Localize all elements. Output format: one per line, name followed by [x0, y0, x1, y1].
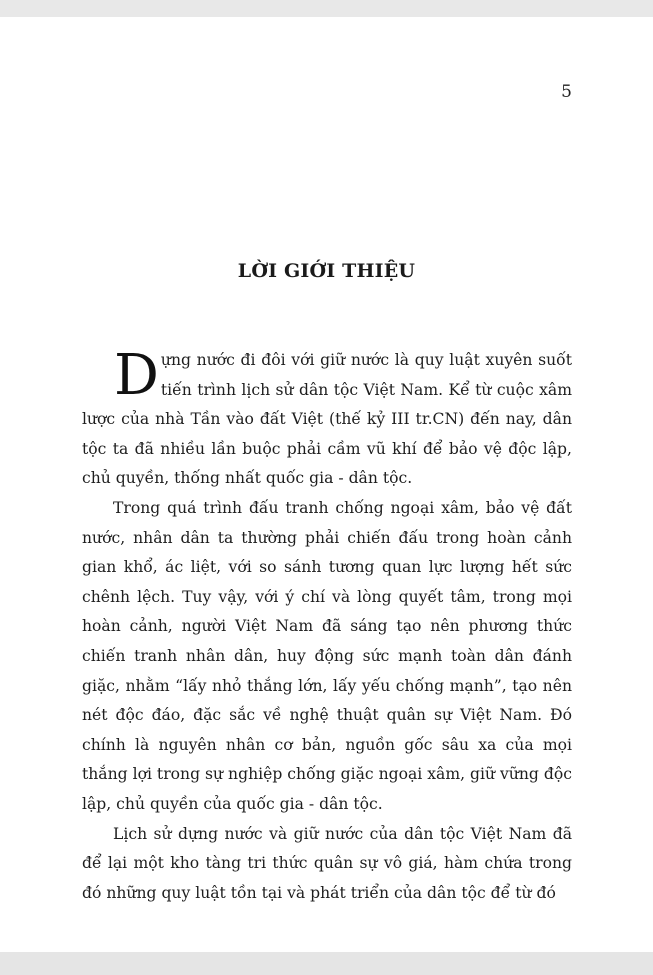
- paragraph-1: [82, 343, 572, 494]
- page-title: LỜI GIỚI THIỆU: [237, 260, 416, 282]
- viewer-bottom-strip: [0, 952, 653, 975]
- paragraph-1-text: ựng nước đi đôi với giữ nước là quy luật xuyên suốt tiến trình lịch sử dân tộc Việt Nam. Kể từ cuộc xâm lược của nhà Tần vào đất Việt (thế kỷ III tr.CN) đến nay, dân tộc ta đã nhiều lần buộc phải cầm vũ khí để bảo vệ độc lập, chủ quyền, thống nhất quốc gia - dân tộc.: [82, 351, 572, 488]
- body-text: [82, 343, 572, 908]
- paragraph-3: Lịch sử dựng nước và giữ nước của dân tộc Việt Nam đã để lại một kho tàng tri thức quân sự vô giá, hàm chứa trong đó những quy luật tồn tại và phát triển của dân tộc để từ đó: [82, 824, 572, 902]
- paragraph-2: Trong quá trình đấu tranh chống ngoại xâm, bảo vệ đất nước, nhân dân ta thường phải chiến đấu trong hoàn cảnh gian khổ, ác liệt, với so sánh tương quan lực lượng hết sức chênh lệch. Tuy vậy, với ý chí và lòng quyết tâm, trong mọi hoàn cảnh, người Việt Nam đã sáng tạo nên phương thức chiến tranh nhân dân, huy động sức mạnh toàn dân đánh giặc, nhằm “lấy nhỏ thắng lớn, lấy yếu chống mạnh”, tạo nên nét độc đáo, đặc sắc về nghệ thuật quân sự Việt Nam. Đó chính là nguyên nhân cơ bản, nguồn gốc sâu xa của mọi thắng lợi trong sự nghiệp chống giặc ngoại xâm, giữ vững độc lập, chủ quyền của quốc gia - dân tộc.: [82, 498, 572, 813]
- book-page: [0, 17, 653, 952]
- page-number: 5: [561, 82, 572, 102]
- drop-cap-letter: D: [114, 343, 159, 408]
